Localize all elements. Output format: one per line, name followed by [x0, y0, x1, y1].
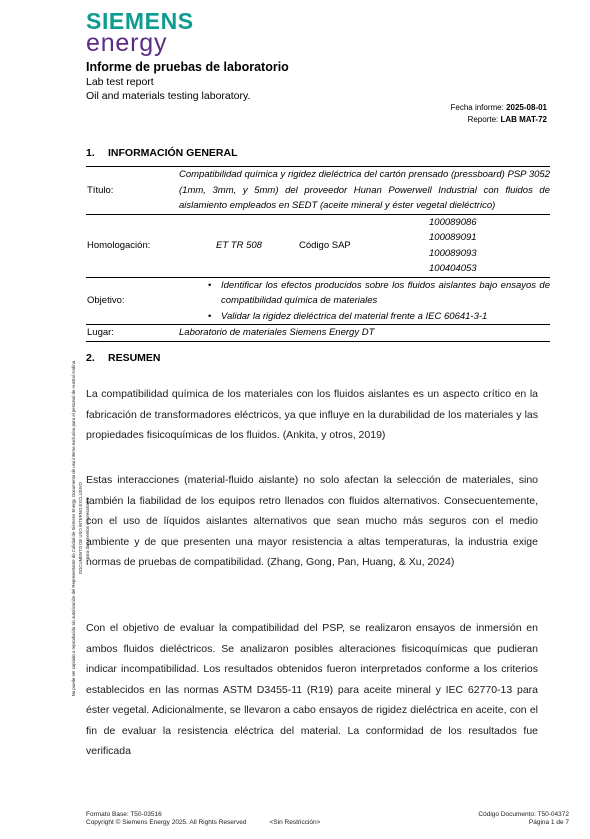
- report-id-value: LAB MAT-72: [500, 115, 547, 124]
- row-objetivo: [86, 277, 550, 325]
- sidenote-line-3: para documentos empresariales.: [85, 496, 90, 560]
- sap-codes: [429, 214, 550, 277]
- objetivo-item: • Validar la rigidez dieléctrica del material frente a IEC 60641-3-1: [221, 309, 550, 325]
- lugar-value: Laboratorio de materiales Siemens Energy DT: [179, 325, 550, 342]
- titulo-value: Compatibilidad química y rigidez dieléctrica del cartón prensado (pressboard) PSP 3052 (1mm, 3mm, y 5mm) del proveedor Hunan Powerwell Industrial con fluidos de aislamiento empleados en SEDT (aceite mineral y éster vegetal dieléctrico): [179, 167, 550, 215]
- sap-code: 100089086: [429, 216, 477, 228]
- objetivo-value: [179, 277, 550, 325]
- footer-page: Página 1 de 7: [528, 819, 569, 826]
- row-homologacion: [86, 214, 550, 277]
- homologacion-value: ET TR 508: [216, 239, 262, 251]
- footer-codigo: Código Documento: T50-04372: [478, 811, 569, 818]
- report-date-label: Fecha informe:: [450, 103, 507, 112]
- footer-right: [478, 811, 569, 827]
- report-date-value: 2025-08-01: [506, 103, 547, 112]
- section-1-heading: [86, 147, 238, 159]
- report-date: [451, 103, 548, 112]
- footer-formato: Formato Base: T50-03516: [86, 811, 162, 818]
- objetivo-label: Objetivo:: [86, 277, 179, 325]
- summary-paragraph-1: La compatibilidad química de los materiales con los fluidos aislantes es un aspecto crítico en la fabricación de transformadores eléctricos, ya que influye en la durabilidad de los materiales y las propiedades fisicoquímicas de los fluidos. (Ankita, y otros, 2019): [86, 388, 538, 441]
- report-id-label: Reporte:: [467, 115, 501, 124]
- sap-code: 100089091: [429, 232, 477, 243]
- summary-paragraph-3: Con el objetivo de evaluar la compatibilidad del PSP, se realizaron ensayos de inmersión en ambos fluidos dieléctricos. Se analizaron posibles alteraciones fisicoquímicas que pudieran indicar incompatibilidad. Los resultados obtenidos fueron interpretados conforme a los criterios establecidos en las normas ASTM D3455-11 (R19) para aceite mineral y IEC 62770-13 para éster vegetal. Adicionalmente, se llevaron a cabo ensayos de rigidez dieléctrica en aceite, con el fin de evaluar la resistencia eléctrica del material. La conformidad de los resultados fue verificada: [86, 622, 538, 757]
- siemens-energy-logo: [86, 8, 226, 57]
- confidentiality-sidenote: [70, 297, 106, 759]
- sap-code: 100404053: [429, 263, 477, 274]
- section-2-title: RESUMEN: [108, 352, 161, 364]
- footer-restriction: <Sin Restricción>: [269, 819, 321, 826]
- objetivo-item: • Identificar los efectos producidos sobre los fluidos aislantes bajo ensayos de compatibilidad química de materiales: [221, 278, 550, 309]
- report-id: [468, 115, 547, 124]
- section-2-number: 2.: [86, 352, 95, 364]
- summary-paragraph-2: Estas interacciones (material-fluido aislante) no solo afectan la selección de materiales, sino también la fiabilidad de los equipos retro llenados con fluidos alternativos. Consecuentemente, con el uso de líquidos aislantes alternativos que sean mucho más seguros con el medio ambiente y de que presenten una mayor resistencia a altas temperaturas, la industria exige normas de pruebas de compatibilidad. (Zhang, Gong, Pan, Huang, & Xu, 2024): [86, 474, 538, 568]
- report-title: Informe de pruebas de laboratorio: [86, 60, 289, 74]
- objetivo-list: [179, 278, 550, 325]
- logo-siemens-text: SIEMENS: [86, 8, 194, 34]
- report-subtitle-en: Lab test report: [86, 76, 154, 88]
- sidenote-line-2: DOCUMENTO DE USO INTERNO EXCLUSIVO: [78, 481, 83, 575]
- homologacion-label: Homologación:: [87, 240, 151, 251]
- lugar-label: Lugar:: [86, 325, 179, 342]
- logo-energy-text: energy: [86, 29, 168, 57]
- sap-label: Código SAP: [299, 240, 351, 251]
- row-titulo: [86, 167, 550, 215]
- report-subtitle-lab: Oil and materials testing laboratory.: [86, 90, 251, 102]
- footer-copyright: Copyright © Siemens Energy 2025. All Rights Reserved: [86, 819, 247, 826]
- section-1-number: 1.: [86, 147, 95, 159]
- titulo-label: Título:: [86, 167, 179, 215]
- sidenote-line-1: No puede ser copiado o reproducido sin autorización del Representante de Calidad de Siemens Energy. Documento de uso interno exclusivo para el personal de Austral Andina.: [71, 359, 76, 697]
- sap-code: 100089093: [429, 247, 477, 259]
- row-lugar: [86, 325, 550, 342]
- general-info-table: [86, 166, 550, 342]
- section-1-title: INFORMACIÓN GENERAL: [108, 147, 238, 159]
